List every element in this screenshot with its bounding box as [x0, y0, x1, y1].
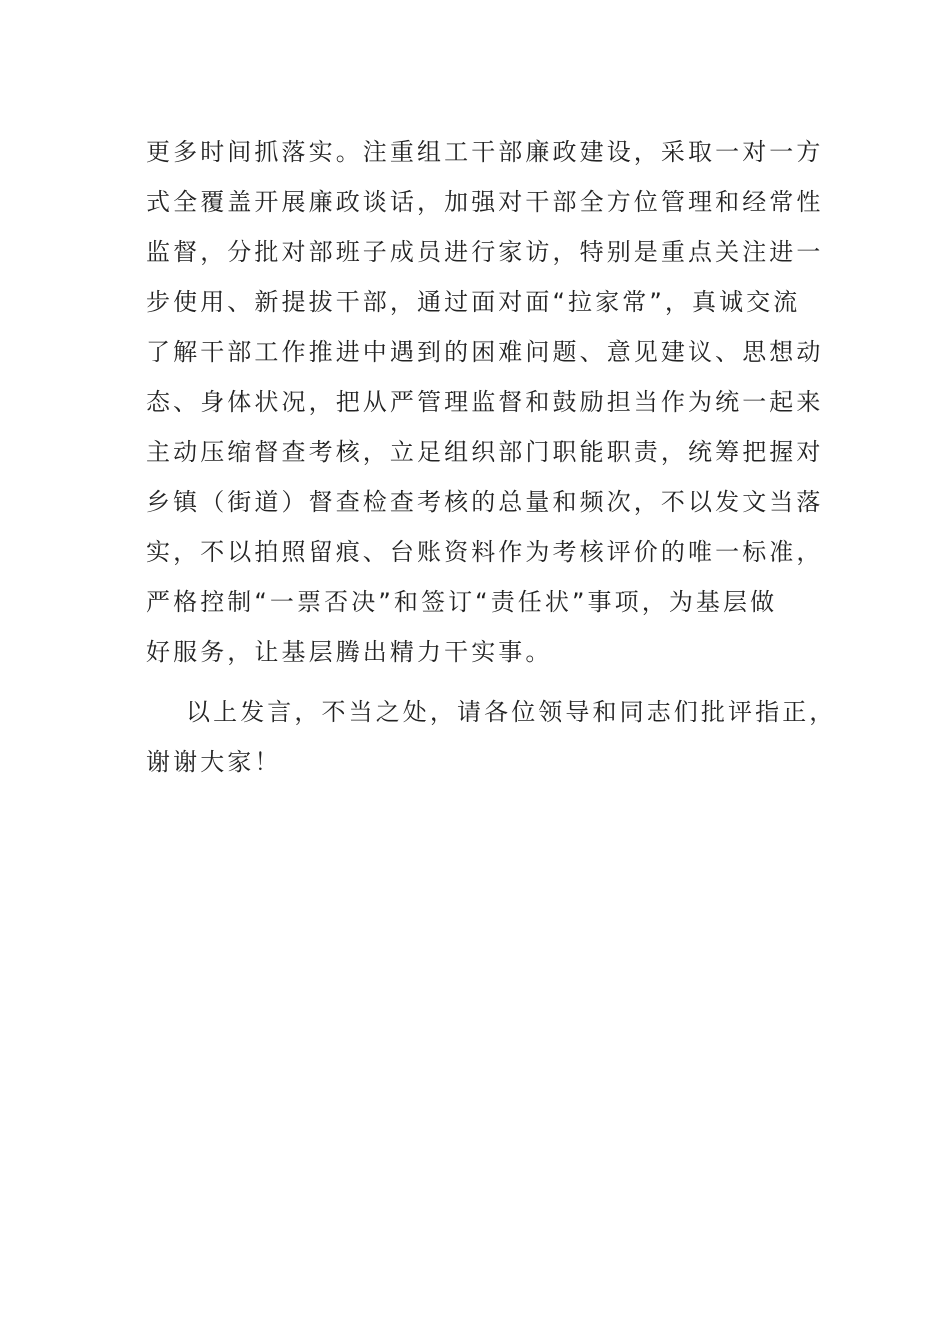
text-line: 实，不以拍照留痕、台账资料作为考核评价的唯一标准，: [146, 538, 824, 566]
document-body: [146, 127, 837, 797]
text-line: 更多时间抓落实。注重组工干部廉政建设，采取一对一方: [146, 138, 824, 166]
paragraph-1: [146, 127, 824, 677]
text-line: 了解干部工作推进中遇到的困难问题、意见建议、思想动: [146, 338, 824, 366]
text-line: 严格控制“一票否决”和签订“责任状”事项，为基层做: [146, 588, 778, 616]
text-line: 好服务，让基层腾出精力干实事。: [146, 638, 553, 666]
text-line: 式全覆盖开展廉政谈话，加强对干部全方位管理和经常性: [146, 188, 824, 216]
text-line: 主动压缩督查考核，立足组织部门职能职责，统筹把握对: [146, 438, 824, 466]
text-line: 步使用、新提拔干部，通过面对面“拉家常”，真诚交流: [146, 288, 801, 316]
paragraph-2: [146, 687, 837, 787]
text-line: 乡镇（街道）督查检查考核的总量和频次，不以发文当落: [146, 488, 824, 516]
text-line: 态、身体状况，把从严管理监督和鼓励担当作为统一起来: [146, 388, 824, 416]
text-line: 谢谢大家！: [146, 748, 282, 776]
text-line: 监督，分批对部班子成员进行家访，特别是重点关注进一: [146, 238, 824, 266]
text-line: 以上发言，不当之处，请各位领导和同志们批评指正，: [186, 698, 837, 726]
